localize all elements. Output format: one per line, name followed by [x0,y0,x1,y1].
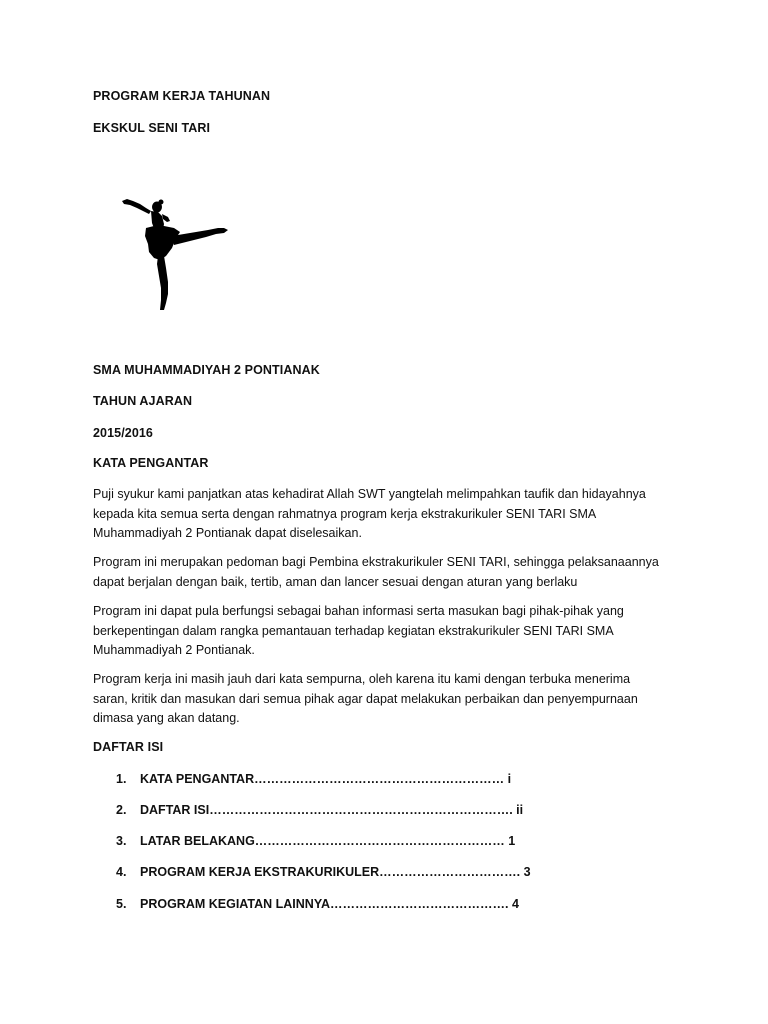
toc-item-text: DAFTAR ISI………………………………………………………………. ii [140,803,524,817]
paragraph-line: Program ini dapat pula berfungsi sebagai bahan informasi serta masukan bagi pihak-pihak yang [93,604,624,618]
academic-year: 2015/2016 [93,426,153,440]
toc-item-text: PROGRAM KERJA EKSTRAKURIKULER……………………………. 3 [140,865,531,879]
ballerina-silhouette-icon [118,190,232,312]
toc-item-number: 1. [116,772,127,786]
foreword-paragraph-1 [93,485,693,544]
paragraph-line: dapat berjalan dengan baik, tertib, aman dan lancer sesuai dengan aturan yang berlaku [93,574,578,589]
toc-item [116,834,515,848]
paragraph-line: Puji syukur kami panjatkan atas kehadirat Allah SWT yangtelah melimpahkan taufik dan hidayahnya [93,487,646,501]
toc-item-number: 5. [116,897,127,911]
toc-item-number: 3. [116,834,127,848]
toc-item [116,772,511,786]
paragraph-line: Muhammadiyah 2 Pontianak dapat diselesaikan. [93,526,362,540]
paragraph-line: berkepentingan dalam rangka pemantauan terhadap kegiatan ekstrakurikuler SENI TARI SMA [93,623,614,638]
paragraph-line: saran, kritik dan masukan dari semua pihak agar dapat melakukan perbaikan dan penyempurnaan [93,691,638,706]
document-title: PROGRAM KERJA TAHUNAN [93,89,271,103]
document-subtitle: EKSKUL SENI TARI [93,121,211,135]
paragraph-line: Muhammadiyah 2 Pontianak. [93,643,255,657]
toc-heading: DAFTAR ISI [93,740,164,754]
paragraph-line: dimasa yang akan datang. [93,711,240,725]
academic-year-label: TAHUN AJARAN [93,394,193,408]
paragraph-line: Program kerja ini masih jauh dari kata sempurna, oleh karena itu kami dengan terbuka menerima [93,672,631,686]
foreword-paragraph-2 [93,553,693,592]
toc-item-text: KATA PENGANTAR…………………………………………………… i [140,772,512,786]
toc-item [116,865,531,879]
school-name: SMA MUHAMMADIYAH 2 PONTIANAK [93,363,320,377]
toc-item [116,803,523,817]
toc-item [116,897,519,911]
paragraph-line: kepada kita semua serta dengan rahmatnya program kerja ekstrakurikuler SENI TARI SMA [93,506,597,521]
toc-item-text: LATAR BELAKANG…………………………………………………… 1 [140,834,516,848]
toc-item-text: PROGRAM KEGIATAN LAINNYA……………………………………. 4 [140,897,519,911]
toc-item-number: 2. [116,803,127,817]
foreword-paragraph-4 [93,670,693,729]
foreword-heading: KATA PENGANTAR [93,456,209,470]
paragraph-line: Program ini merupakan pedoman bagi Pembina ekstrakurikuler SENI TARI, sehingga pelaksanaannya [93,555,659,569]
toc-item-number: 4. [116,865,127,879]
foreword-paragraph-3 [93,602,693,661]
